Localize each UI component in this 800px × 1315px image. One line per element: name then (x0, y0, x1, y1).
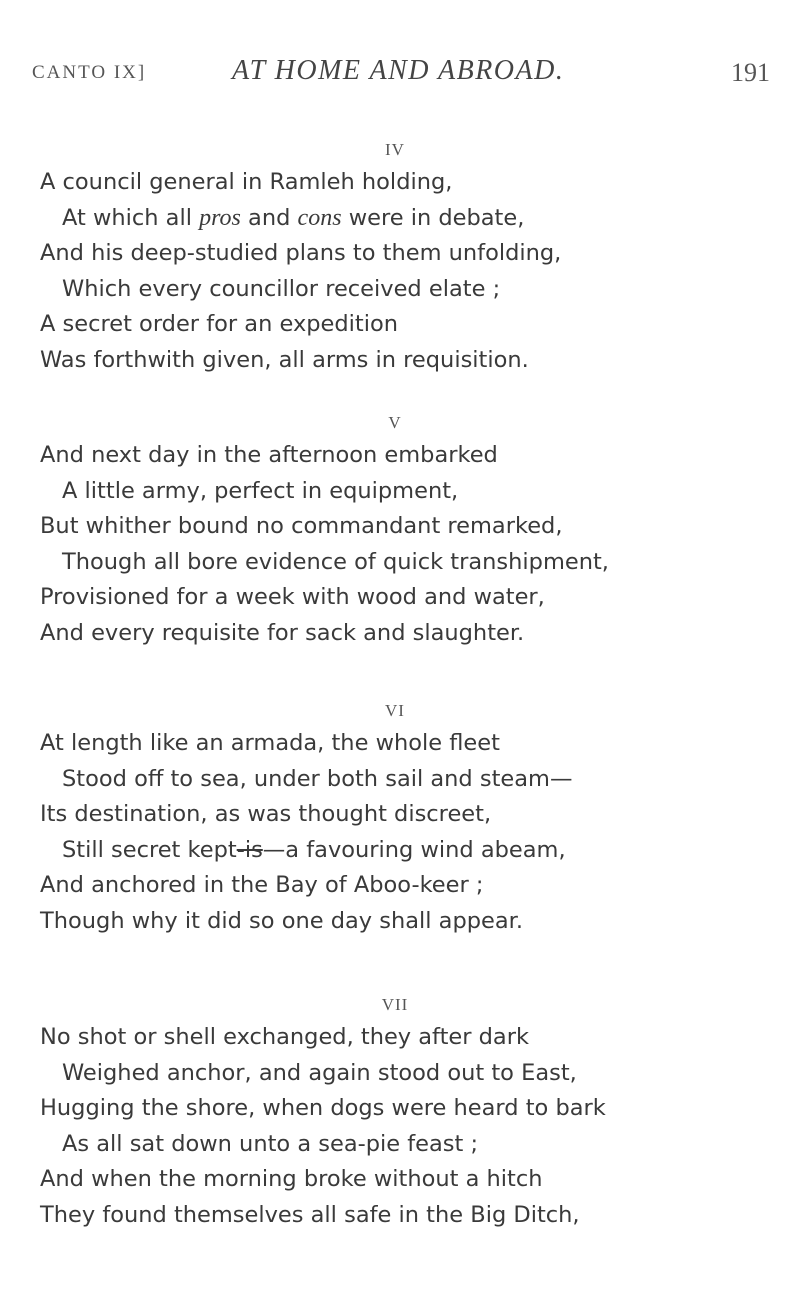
verse-line: And when the morning broke without a hitch (40, 1166, 543, 1192)
stanza-number: VI (385, 701, 405, 720)
verse-line: And his deep-studied plans to them unfolding, (40, 240, 562, 266)
verse-line: A secret order for an expedition (40, 311, 399, 337)
verse-line (40, 201, 780, 237)
verse-text: were in debate, (341, 204, 525, 231)
verse-line: Weighed anchor, and again stood out to East, (62, 1059, 577, 1086)
verse-line: Hugging the shore, when dogs were heard to bark (40, 1095, 606, 1121)
stanza-iv (40, 135, 780, 378)
struck-text: -is (236, 836, 263, 863)
verse-line: Though all bore evidence of quick transhipment, (62, 548, 609, 575)
verse-line: And anchored in the Bay of Aboo-keer ; (40, 872, 484, 898)
verse-italic: cons (297, 204, 342, 231)
running-header (32, 52, 770, 92)
verse-line: And next day in the afternoon embarked (40, 442, 498, 468)
page-number: 191 (731, 58, 770, 87)
verse-line: At length like an armada, the whole fleet (40, 730, 500, 756)
verse-line: No shot or shell exchanged, they after dark (40, 1024, 530, 1050)
verse-line: A council general in Ramleh holding, (40, 169, 453, 195)
verse-line: As all sat down unto a sea-pie feast ; (62, 1130, 479, 1157)
stanza-v (40, 408, 780, 651)
stanza-number: V (388, 413, 402, 432)
canto-label: CANTO IX] (32, 62, 147, 83)
stanza-vii (40, 990, 780, 1233)
verse-line: Though why it did so one day shall appear. (40, 907, 523, 934)
verse-italic: pros (199, 204, 241, 231)
verse-line: Provisioned for a week with wood and water, (40, 584, 545, 610)
verse-text: and (240, 204, 298, 231)
stanza-vi (40, 696, 780, 939)
verse-line: And every requisite for sack and slaughter. (40, 619, 525, 646)
stanza-number: VII (381, 995, 409, 1014)
verse-text: —a favouring wind abeam, (262, 836, 566, 863)
verse-line: Stood off to sea, under both sail and steam— (62, 765, 573, 792)
verse-text: At which all (62, 204, 200, 231)
verse-text: Still secret kept (62, 836, 237, 863)
running-title: AT HOME AND ABROAD. (232, 55, 565, 86)
verse-line: Which every councillor received elate ; (62, 275, 501, 302)
verse-line: Its destination, as was thought discreet, (40, 801, 492, 827)
verse-line: But whither bound no commandant remarked, (40, 513, 563, 539)
stanza-number: IV (385, 140, 405, 159)
verse-line: Was forthwith given, all arms in requisition. (40, 346, 529, 373)
verse-line (40, 833, 780, 869)
verse-line: They found themselves all safe in the Big Ditch, (40, 1201, 580, 1228)
verse-line: A little army, perfect in equipment, (62, 477, 459, 504)
